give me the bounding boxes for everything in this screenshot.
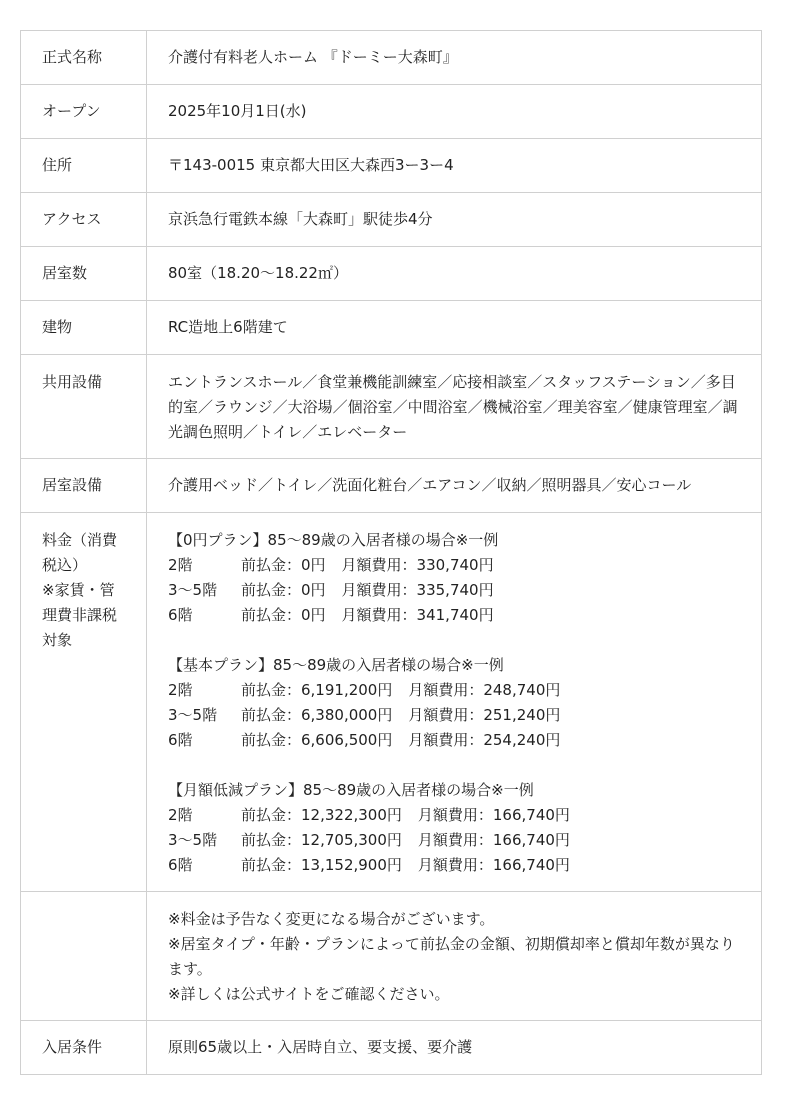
price-prepaid: 前払金：6,606,500円 (241, 731, 393, 749)
facility-info-table (20, 30, 762, 1075)
table-row (21, 85, 762, 139)
fees-label-line: ※家賃・管 (42, 581, 115, 599)
plan-title: 【基本プラン】85〜89歳の入居者様の場合※一例 (168, 656, 504, 674)
price-prepaid: 前払金：6,380,000円 (241, 706, 393, 724)
price-prepaid: 前払金：12,322,300円 (241, 806, 402, 824)
price-prepaid: 前払金：0円 (241, 556, 326, 574)
price-monthly: 月額費用：166,740円 (417, 856, 570, 874)
row-value-room-facilities: 介護用ベッド／トイレ／洗面化粧台／エアコン／収納／照明器具／安心コール (147, 459, 762, 513)
fees-label-line: 対象 (42, 631, 73, 649)
price-floor: 2階 (168, 556, 193, 574)
price-floor: 2階 (168, 681, 193, 699)
row-value-conditions: 原則65歳以上・入居時自立、要支援、要介護 (147, 1021, 762, 1075)
spacer (168, 628, 747, 653)
note-line: ※料金は予告なく変更になる場合がございます。 (168, 910, 495, 928)
price-monthly: 月額費用：166,740円 (417, 831, 570, 849)
price-monthly: 月額費用：254,240円 (408, 731, 561, 749)
row-label-rooms: 居室数 (21, 247, 147, 301)
row-value-fees (147, 513, 762, 892)
table-row (21, 247, 762, 301)
price-prepaid: 前払金：13,152,900円 (241, 856, 402, 874)
price-floor: 3〜5階 (168, 706, 218, 724)
price-prepaid: 前払金：6,191,200円 (241, 681, 393, 699)
fees-label-line: 税込） (42, 556, 88, 574)
row-value-name: 介護付有料老人ホーム 『ドーミー大森町』 (147, 31, 762, 85)
price-floor: 6階 (168, 606, 193, 624)
table-row (21, 1021, 762, 1075)
price-prepaid: 前払金：0円 (241, 606, 326, 624)
price-row (168, 553, 747, 578)
row-label-fees (21, 513, 147, 892)
row-label-notes (21, 892, 147, 1021)
note-line: ※詳しくは公式サイトをご確認ください。 (168, 985, 450, 1003)
row-label-address: 住所 (21, 139, 147, 193)
price-floor: 6階 (168, 731, 193, 749)
table-row (21, 513, 762, 892)
price-monthly: 月額費用：341,740円 (341, 606, 494, 624)
price-floor: 2階 (168, 806, 193, 824)
price-floor: 3〜5階 (168, 831, 218, 849)
price-row (168, 678, 747, 703)
row-label-open: オープン (21, 85, 147, 139)
fees-label-line: 料金（消費 (42, 531, 118, 549)
row-value-open: 2025年10月1日(水) (147, 85, 762, 139)
row-value-shared: エントランスホール／食堂兼機能訓練室／応接相談室／スタッフステーション／多目的室／ラウンジ／大浴場／個浴室／中間浴室／機械浴室／理美容室／健康管理室／調光調色照明／トイレ／エレベーター (147, 355, 762, 459)
price-prepaid: 前払金：12,705,300円 (241, 831, 402, 849)
price-row (168, 853, 747, 878)
price-monthly: 月額費用：251,240円 (408, 706, 561, 724)
price-monthly: 月額費用：166,740円 (417, 806, 570, 824)
price-row (168, 603, 747, 628)
row-label-building: 建物 (21, 301, 147, 355)
row-value-address: 〒143-0015 東京都大田区大森西3ー3ー4 (147, 139, 762, 193)
price-monthly: 月額費用：335,740円 (341, 581, 494, 599)
row-value-building: RC造地上6階建て (147, 301, 762, 355)
row-value-access: 京浜急行電鉄本線「大森町」駅徒歩4分 (147, 193, 762, 247)
table-row (21, 459, 762, 513)
row-value-rooms: 80室（18.20〜18.22㎡） (147, 247, 762, 301)
fees-label-line: 理費非課税 (42, 606, 118, 624)
note-line: ※居室タイプ・年齢・プランによって前払金の金額、初期償却率と償却年数が異なります。 (168, 935, 735, 978)
table-row (21, 355, 762, 459)
price-floor: 3〜5階 (168, 581, 218, 599)
row-label-conditions: 入居条件 (21, 1021, 147, 1075)
row-value-notes (147, 892, 762, 1021)
price-row (168, 803, 747, 828)
spacer (168, 753, 747, 778)
price-row (168, 828, 747, 853)
table-row (21, 139, 762, 193)
row-label-name: 正式名称 (21, 31, 147, 85)
table-row (21, 892, 762, 1021)
price-row (168, 703, 747, 728)
price-floor: 6階 (168, 856, 193, 874)
price-monthly: 月額費用：248,740円 (408, 681, 561, 699)
row-label-room-facilities: 居室設備 (21, 459, 147, 513)
table-row (21, 193, 762, 247)
table-row (21, 301, 762, 355)
plan-title: 【0円プラン】85〜89歳の入居者様の場合※一例 (168, 531, 499, 549)
row-label-access: アクセス (21, 193, 147, 247)
price-monthly: 月額費用：330,740円 (341, 556, 494, 574)
price-row (168, 578, 747, 603)
price-prepaid: 前払金：0円 (241, 581, 326, 599)
plan-title: 【月額低減プラン】85〜89歳の入居者様の場合※一例 (168, 781, 534, 799)
table-row (21, 31, 762, 85)
price-row (168, 728, 747, 753)
row-label-shared: 共用設備 (21, 355, 147, 459)
